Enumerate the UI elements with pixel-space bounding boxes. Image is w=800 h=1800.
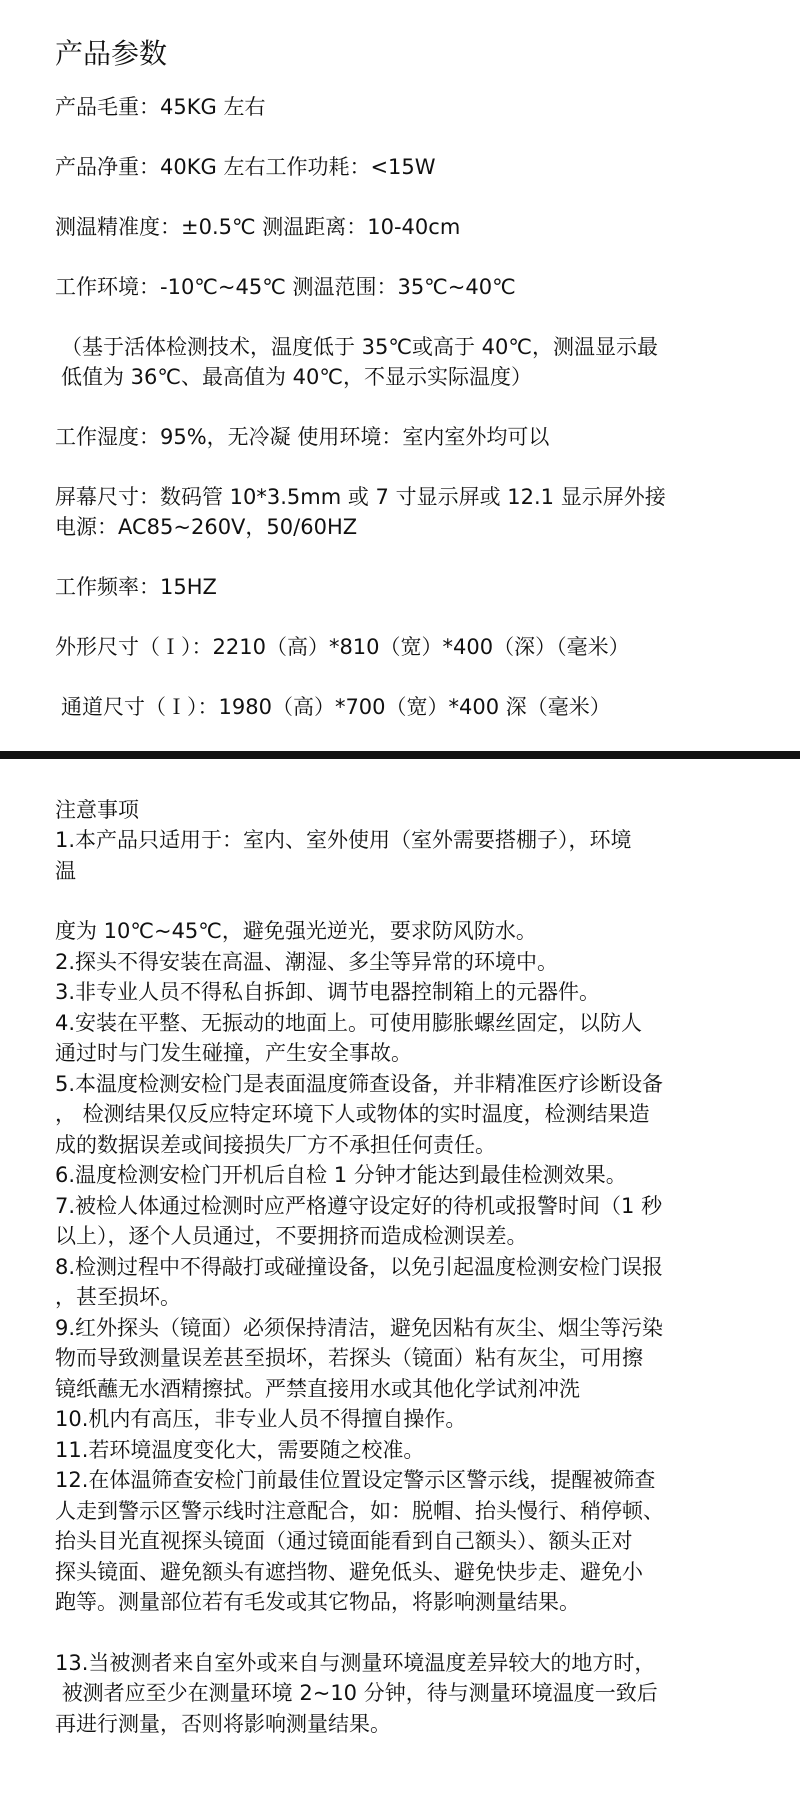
note-item-8: 8.检测过程中不得敲打或碰撞设备，以免引起温度检测安检门误报 ，甚至损坏。 xyxy=(55,1254,664,1309)
notes-title: 注意事项 xyxy=(55,798,139,822)
params-title: 产品参数 xyxy=(55,37,168,70)
param-channel-size: 通道尺寸（Ｉ）：1980（高）*700（宽）*400 深（毫米） xyxy=(61,695,611,719)
param-screen-power: 屏幕尺寸：数码管 10*3.5mm 或 7 寸显示屏或 12.1 显示屏外接 电源：AC85~260V，50/60HZ xyxy=(55,485,666,539)
note-item-4: 4.安装在平整、无振动的地面上。可使用膨胀螺丝固定，以防人 通过时与门发生碰撞，产生安全事故。 xyxy=(55,1010,643,1065)
param-environment-range: 工作环境：-10℃~45℃ 测温范围：35℃~40℃ xyxy=(55,275,516,299)
product-params-section xyxy=(55,34,775,752)
param-outer-size: 外形尺寸（Ｉ）：2210（高）*810（宽）*400（深）（毫米） xyxy=(55,635,630,659)
notes-section xyxy=(55,795,780,1739)
note-item-5: 5.本温度检测安检门是表面温度筛查设备，并非精准医疗诊断设备 ， 检测结果仅反应特定环境下人或物体的实时温度，检测结果造 成的数据误差或间接损失厂方不承担任何责任。 xyxy=(55,1071,664,1157)
param-net-weight-power: 产品净重：40KG 左右工作功耗：<15W xyxy=(55,155,436,179)
note-item-1: 1.本产品只适用于：室内、室外使用（室外需要搭棚子），环境 温 xyxy=(55,828,632,883)
note-item-12: 12.在体温筛查安检门前最佳位置设定警示区警示线，提醒被筛查 人走到警示区警示线时注意配合，如：脱帽、抬头慢行、稍停顿、 抬头目光直视探头镜面（通过镜面能看到自己额头）、额头正对 探头镜面、避免额头有遮挡物、避免低头、避免快步走、避免小 跑等。测量部位若有毛发或其它物品，将影响测量结果。 xyxy=(55,1468,664,1614)
param-humidity: 工作湿度：95%，无冷凝 使用环境：室内室外均可以 xyxy=(55,425,550,449)
section-divider xyxy=(0,751,800,759)
param-accuracy-distance: 测温精准度：±0.5℃ 测温距离：10-40cm xyxy=(55,215,461,239)
note-item-10: 10.机内有高压，非专业人员不得擅自操作。 xyxy=(55,1407,467,1431)
note-item-1-cont: 度为 10℃~45℃，避免强光逆光，要求防风防水。 xyxy=(55,919,537,943)
note-item-6: 6.温度检测安检门开机后自检 1 分钟才能达到最佳检测效果。 xyxy=(55,1163,627,1187)
note-item-7: 7.被检人体通过检测时应严格遵守设定好的待机或报警时间（1 秒 以上），逐个人员通过，不要拥挤而造成检测误差。 xyxy=(55,1193,663,1248)
note-item-11: 11.若环境温度变化大，需要随之校准。 xyxy=(55,1437,425,1462)
note-item-13: 13.当被测者来自室外或来自与测量环境温度差异较大的地方时， 被测者应至少在测量环境 2~10 分钟，待与测量环境温度一致后 再进行测量，否则将影响测量结果。 xyxy=(55,1650,658,1736)
note-item-3: 3.非专业人员不得私自拆卸、调节电器控制箱上的元器件。 xyxy=(55,980,601,1004)
note-item-2: 2.探头不得安装在高温、潮湿、多尘等异常的环境中。 xyxy=(55,949,559,974)
param-frequency: 工作频率：15HZ xyxy=(55,575,217,599)
param-note-display: （基于活体检测技术，温度低于 35℃或高于 40℃，测温显示最 低值为 36℃、最高值为 40℃，不显示实际温度） xyxy=(61,335,658,389)
param-gross-weight: 产品毛重：45KG 左右 xyxy=(55,95,266,119)
note-item-9: 9.红外探头（镜面）必须保持清洁，避免因粘有灰尘、烟尘等污染 物而导致测量误差甚至损坏，若探头（镜面）粘有灰尘，可用擦 镜纸蘸无水酒精擦拭。严禁直接用水或其他化学试剂冲洗 xyxy=(55,1315,664,1401)
